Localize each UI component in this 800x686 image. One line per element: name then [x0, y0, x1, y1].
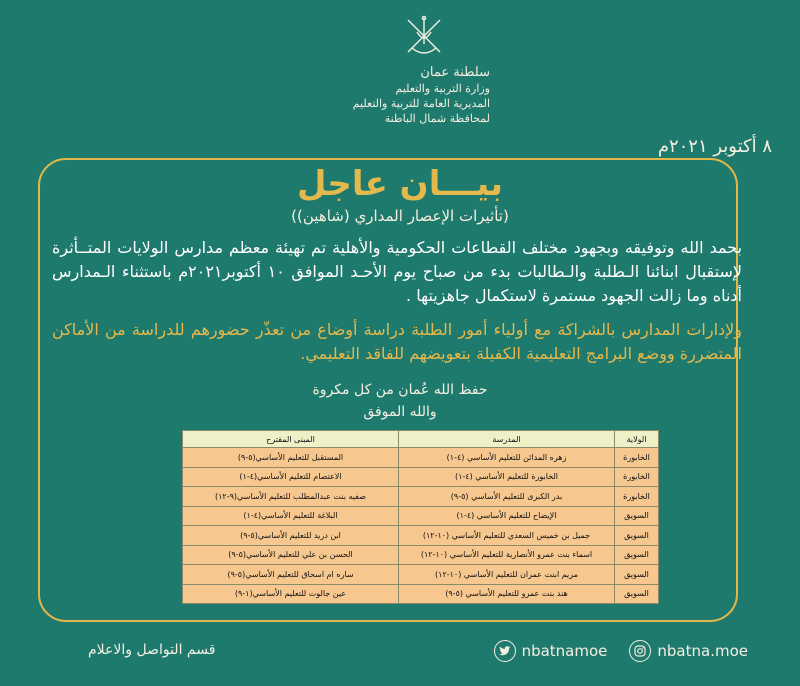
table-header-row [183, 431, 659, 448]
cell-proposed-building: عين جالوت للتعليم الأساسي(١-٩) [183, 584, 399, 604]
cell-wilayat: السويق [615, 584, 659, 604]
cell-school: زهره المدائن للتعليم الأساسي (٤-١) [399, 448, 615, 468]
header-line-ministry: وزارة التربية والتعليم [395, 82, 490, 95]
cell-school: اسماء بنت عمرو الأنصارية للتعليم الأساسي (١٠-١٢) [399, 545, 615, 565]
header-line-governorate: لمحافظة شمال الباطنة [384, 112, 490, 125]
national-emblem-icon [402, 14, 446, 60]
table-row [183, 545, 659, 565]
department-credit: قسم التواصل والاعلام [88, 642, 216, 658]
cell-proposed-building: الحسن بن علي للتعليم الأساسي(٥-٩) [183, 545, 399, 565]
table-row [183, 565, 659, 585]
table-row [183, 467, 659, 487]
cell-school: الإيضاح للتعليم الأساسي (٤-١) [399, 506, 615, 526]
table-row [183, 584, 659, 604]
twitter-handle[interactable]: nbatnamoe [521, 642, 608, 660]
social-handles [494, 640, 748, 662]
instagram-icon[interactable] [629, 640, 651, 662]
header-school: المدرسة [399, 431, 615, 448]
schools-table [182, 430, 659, 604]
cell-wilayat: السويق [615, 526, 659, 546]
table-row [183, 487, 659, 507]
twitter-icon[interactable] [494, 640, 516, 662]
statement-paragraph-guidance: ولإدارات المدارس بالشراكة مع أولياء أمور الطلبة دراسة أوضاع من تعذّر حضورهم للدراسة من الأماكن المتضررة ووضع البرامج التعليمية الكفيلة بتعويضهم للفاقد التعليمي. [52, 320, 742, 363]
instagram-handle[interactable]: nbatna.moe [657, 642, 748, 660]
cell-school: هند بنت عمرو للتعليم الأساسي (٥-٩) [399, 584, 615, 604]
cell-proposed-building: الاعتصام للتعليم الأساسي(٤-١) [183, 467, 399, 487]
statement-subtitle: (تأثيرات الإعصار المداري (شاهين)) [291, 207, 509, 225]
cell-school: الخابورة للتعليم الأساسي (٤-١) [399, 467, 615, 487]
statement-title: بيـــان عاجل [297, 164, 503, 204]
header-wilayat: الولاية [615, 431, 659, 448]
cell-proposed-building: ابن دريد للتعليم الأساسي(٥-٩) [183, 526, 399, 546]
header-line-directorate: المديرية العامة للتربية والتعليم [352, 97, 490, 110]
cell-wilayat: السويق [615, 565, 659, 585]
header-line-country: سلطنة عمان [420, 65, 490, 80]
ministry-header [330, 64, 490, 126]
cell-proposed-building: صفيه بنت عبدالمطلب للتعليم الأساسي(٩-١٢) [183, 487, 399, 507]
cell-proposed-building: ساره ام اسحاق للتعليم الأساسي(٥-٩) [183, 565, 399, 585]
header-proposed-building: المبنى المقترح [183, 431, 399, 448]
cell-proposed-building: البلاغة للتعليم الأساسي(٤-١) [183, 506, 399, 526]
cell-wilayat: الخابورة [615, 448, 659, 468]
cell-proposed-building: المستقبل للتعليم الأساسي(٥-٩) [183, 448, 399, 468]
cell-wilayat: الخابورة [615, 467, 659, 487]
cell-school: جميل بن خميس السعدي للتعليم الأساسي (١٠-١٢) [399, 526, 615, 546]
closing-prayer: حفظ الله عُمان من كل مكروة [312, 382, 488, 398]
statement-date: ٨ أكتوبر ٢٠٢١م [657, 136, 772, 157]
cell-school: مريم ابنت عمران للتعليم الأساسي (١٠-١٢) [399, 565, 615, 585]
cell-wilayat: السويق [615, 545, 659, 565]
table-row [183, 506, 659, 526]
cell-school: بدر الكبرى للتعليم الأساسي (٥-٩) [399, 487, 615, 507]
cell-wilayat: السويق [615, 506, 659, 526]
table-row [183, 526, 659, 546]
table-row [183, 448, 659, 468]
statement-paragraph-main: بحمد الله وتوفيقه وبجهود مختلف القطاعات الحكومية والأهلية تم تهيئة معظم مدارس الولايات المتــأثرة لإستقبال ابنائنا الـطلبة والـطالبات بدء من صباح يوم الأحـد الموافق ١٠ أكتوبر٢٠٢١م باستثناء الـمدارس أدناه وما زالت الجهود مستمرة لاستكمال جاهزيتها . [52, 238, 742, 305]
cell-wilayat: الخابورة [615, 487, 659, 507]
closing-signoff: والله الموفق [363, 404, 437, 420]
